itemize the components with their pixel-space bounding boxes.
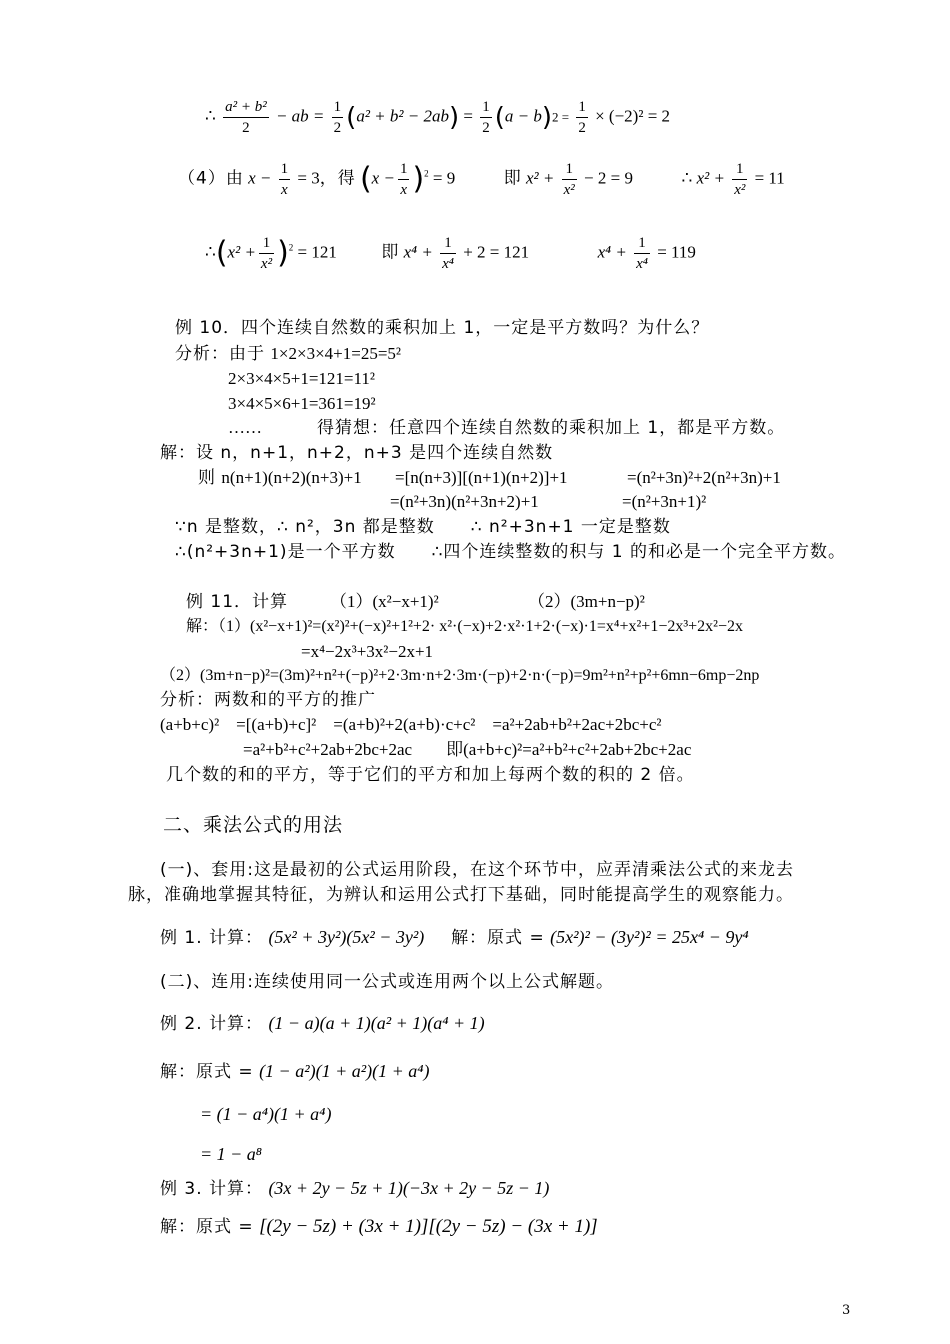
connector-text: ，得 bbox=[319, 168, 356, 189]
example-label: 例 1. 计算： bbox=[160, 928, 264, 948]
example-11-expand2: =a²+b²+c²+2ab+2bc+2ac 即(a+b+c)²=a²+b²+c²+2ab+2bc+2ac bbox=[243, 740, 692, 759]
example-11-part1: （1）(x²−x+1)² bbox=[330, 592, 439, 611]
paren-open: ( bbox=[359, 161, 372, 197]
example-11-conclusion: 几个数的和的平方，等于它们的平方和加上每两个数的积的 2 倍。 bbox=[166, 765, 695, 785]
example-10-solution: 解：设 n，n+1，n+2，n+3 是四个连续自然数 bbox=[160, 443, 554, 463]
numerator: 1 bbox=[562, 160, 577, 180]
math-text: = 3 bbox=[297, 168, 320, 188]
example-10-line3: 3×4×5×6+1=361=19² bbox=[228, 394, 376, 413]
denominator: x⁴ bbox=[636, 256, 648, 272]
solution-label: 解：原式 = bbox=[451, 928, 545, 948]
equals-sign: = bbox=[463, 106, 473, 126]
paren-open: ( bbox=[494, 102, 505, 133]
paren-open: ( bbox=[215, 235, 228, 271]
example-label: 例 3. 计算： bbox=[160, 1179, 264, 1199]
numerator: 1 bbox=[576, 98, 588, 118]
math-text: + 2 = 121 bbox=[463, 242, 530, 262]
example-10-analysis bbox=[175, 343, 401, 365]
connector-text: 即 bbox=[381, 242, 400, 263]
denominator: x² bbox=[734, 182, 746, 198]
fraction bbox=[398, 160, 410, 199]
solution-label: 解：原式 = bbox=[160, 1062, 254, 1082]
math-text: = 11 bbox=[754, 168, 785, 188]
example-10-step2a: =(n²+3n)(n²+3n+2)+1 bbox=[390, 492, 539, 511]
denominator: x⁴ bbox=[442, 256, 454, 272]
denominator: x bbox=[400, 182, 408, 198]
math-text: (3x + 2y − 5z + 1)(−3x + 2y − 5z − 1) bbox=[268, 1178, 550, 1198]
exponent: 2 bbox=[424, 168, 429, 179]
paragraph-2: (二)、连用:连续使用同一公式或连用两个以上公式解题。 bbox=[160, 972, 614, 992]
math-text: x⁴ + bbox=[403, 242, 433, 262]
math-text: 2 = bbox=[552, 109, 570, 125]
example-11-solution2: （2）(3m+n−p)²=(3m)²+n²+(−p)²+2·3m·n+2·3m·(−p)+2·n·(−p)=9m²+n²+p²+6mn−6mp−2np bbox=[160, 667, 760, 684]
equation-line-ab bbox=[205, 98, 670, 137]
denominator: x² bbox=[563, 182, 575, 198]
math-text: a² + b² − 2ab bbox=[356, 106, 449, 126]
numerator: 1 bbox=[634, 234, 650, 254]
math-text: (1 − a²)(1 + a²)(1 + a⁴) bbox=[259, 1061, 430, 1081]
math-text: − 2 = 9 bbox=[584, 168, 633, 188]
therefore-symbol: ∴ bbox=[205, 242, 216, 262]
equation-line-5 bbox=[205, 234, 696, 273]
exponent: 2 bbox=[288, 242, 294, 253]
math-text: a − b bbox=[504, 106, 542, 126]
paragraph-1-line2: 脉，准确地掌握其特征，为辨认和运用公式打下基础，同时能提高学生的观察能力。 bbox=[128, 885, 794, 905]
example-10-therefore: ∴(n²+3n+1)是一个平方数 ∴四个连续整数的积与 1 的和必是一个完全平方数。 bbox=[175, 542, 847, 562]
math-text: [(2y − 5z) + (3x + 1)][(2y − 5z) − (3x + 1)] bbox=[259, 1216, 598, 1237]
fraction bbox=[223, 98, 269, 137]
fraction bbox=[562, 160, 577, 199]
example-10-step1c: =(n²+3n)²+2(n²+3n)+1 bbox=[627, 468, 781, 487]
example-label: 例 2. 计算： bbox=[160, 1014, 264, 1034]
math-text: = 9 bbox=[432, 168, 456, 188]
math-text: = 119 bbox=[657, 242, 696, 262]
example-11-analysis: 分析：两数和的平方的推广 bbox=[160, 690, 376, 710]
math-text: x⁴ + bbox=[597, 242, 627, 262]
math-text: (5x²)² − (3y²)² = 25x⁴ − 9y⁴ bbox=[550, 927, 749, 947]
example-11-part2: （2）(3m+n−p)² bbox=[528, 592, 645, 611]
numerator: a² + b² bbox=[223, 98, 269, 118]
fraction bbox=[440, 234, 456, 273]
paren-close: ) bbox=[541, 102, 552, 133]
therefore-symbol: ∴ bbox=[205, 106, 216, 126]
example-10-title: 例 10．四个连续自然数的乘积加上 1，一定是平方数吗？为什么？ bbox=[175, 318, 710, 338]
equation-line-4 bbox=[178, 160, 785, 199]
denominator: x² bbox=[260, 256, 273, 272]
example-2 bbox=[160, 1012, 485, 1035]
paragraph-1-line1: (一)、套用:这是最初的公式运用阶段，在这个环节中，应弄清乘法公式的来龙去 bbox=[160, 860, 794, 880]
paren-close: ) bbox=[412, 161, 425, 197]
paren-close: ) bbox=[277, 235, 289, 271]
example-10-dots: …… bbox=[228, 418, 262, 437]
math-text: = 121 bbox=[297, 242, 337, 262]
fraction bbox=[634, 234, 650, 273]
paren-open: ( bbox=[346, 102, 357, 133]
solution-label: 解：原式 = bbox=[160, 1217, 254, 1237]
section-heading: 二、乘法公式的用法 bbox=[163, 814, 344, 836]
denominator: 2 bbox=[482, 120, 490, 136]
fraction bbox=[332, 98, 344, 137]
numerator: 1 bbox=[279, 160, 291, 180]
numerator: 1 bbox=[259, 234, 274, 254]
numerator: 1 bbox=[480, 98, 492, 118]
analysis-label: 分析：由于 bbox=[175, 344, 265, 364]
math-text: (1 − a)(a + 1)(a² + 1)(a⁴ + 1) bbox=[268, 1013, 485, 1033]
example-10-step1 bbox=[198, 467, 362, 489]
therefore-symbol: ∴ bbox=[681, 168, 693, 188]
math-text: × (−2)² = 2 bbox=[595, 106, 671, 126]
example-10-line2: 2×3×4×5+1=121=11² bbox=[228, 369, 375, 388]
example-3-solution bbox=[160, 1216, 598, 1238]
connector-text: 则 bbox=[198, 468, 216, 488]
numerator: 1 bbox=[332, 98, 344, 118]
fraction bbox=[259, 234, 274, 273]
numerator: 1 bbox=[732, 160, 747, 180]
math-text: 1×2×3×4+1=25=5² bbox=[270, 344, 402, 363]
denominator: x bbox=[281, 182, 288, 198]
paren-close: ) bbox=[448, 102, 460, 133]
math-text: x − bbox=[248, 168, 272, 188]
fraction bbox=[576, 98, 588, 137]
fraction bbox=[732, 160, 747, 199]
example-11-title: 例 11．计算 bbox=[186, 592, 289, 612]
math-text: x² + bbox=[696, 168, 725, 188]
fraction bbox=[279, 160, 291, 199]
math-text: (5x² + 3y²)(5x² − 3y²) bbox=[268, 927, 425, 947]
math-text: − ab = bbox=[275, 106, 325, 126]
example-10-step1b: =[n(n+3)][(n+1)(n+2)]+1 bbox=[395, 468, 568, 487]
fraction bbox=[480, 98, 492, 137]
denominator: 2 bbox=[333, 120, 342, 136]
example-11-solution1: 解：（1）(x²−x+1)²=(x²)²+(−x)²+1²+2· x²·(−x)+2·x²·1+2·(−x)·1=x⁴+x²+1−2x³+2x²−2x bbox=[186, 618, 743, 635]
numerator: 1 bbox=[398, 160, 410, 180]
example-2-solution bbox=[160, 1060, 430, 1083]
math-text: n(n+1)(n+2)(n+3)+1 bbox=[221, 468, 362, 487]
item-label: （4）由 bbox=[178, 168, 244, 189]
denominator: 2 bbox=[578, 120, 586, 136]
example-1 bbox=[160, 926, 749, 949]
example-11-expand1: (a+b+c)² =[(a+b)+c]² =(a+b)²+2(a+b)·c+c² =a²+2ab+b²+2ac+2bc+c² bbox=[160, 715, 662, 734]
example-10-guess: 得猜想：任意四个连续自然数的乘积加上 1，都是平方数。 bbox=[317, 418, 786, 438]
numerator: 1 bbox=[440, 234, 456, 254]
example-10-because: ∵n 是整数，∴ n²，3n 都是整数 ∴ n²+3n+1 一定是整数 bbox=[175, 517, 671, 537]
denominator: 2 bbox=[242, 120, 250, 136]
math-text: x² + bbox=[526, 168, 555, 188]
example-10-step2b: =(n²+3n+1)² bbox=[622, 492, 707, 511]
page-number: 3 bbox=[842, 1303, 851, 1318]
connector-text: 即 bbox=[503, 168, 522, 189]
example-11-solution1b: =x⁴−2x³+3x²−2x+1 bbox=[301, 642, 434, 661]
example-3 bbox=[160, 1177, 549, 1200]
example-2-step2: = (1 − a⁴)(1 + a⁴) bbox=[200, 1104, 332, 1124]
math-text: x − bbox=[371, 168, 395, 188]
example-2-step3: = 1 − a⁸ bbox=[200, 1144, 263, 1164]
math-text: x² + bbox=[227, 242, 256, 262]
